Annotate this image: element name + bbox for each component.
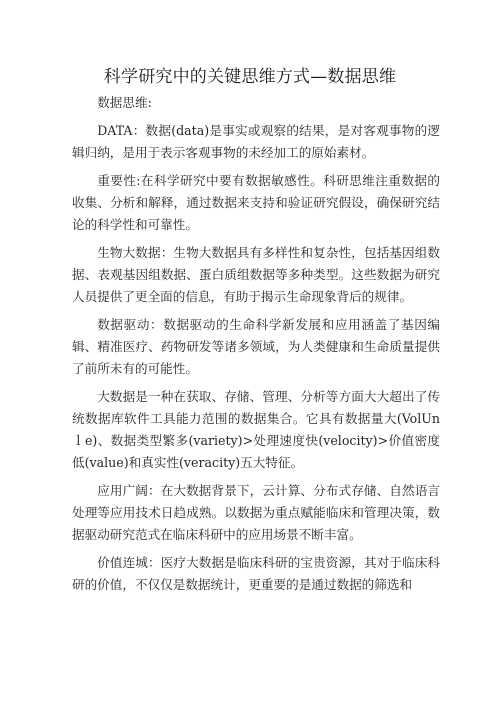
paragraph-importance: 重要性:在科学研究中要有数据敏感性。科研思维注重数据的收集、分析和解释，通过数据来支持和验证研究假设，确保研究结论的科学性和可靠性。: [72, 173, 440, 232]
paragraph-value: 价值连城：医疗大数据是临床科研的宝贵资源，其对于临床科研的价值，不仅仅是数据统计，更重要的是通过数据的筛选和: [72, 555, 440, 592]
document-body: [72, 92, 440, 602]
paragraph-data-definition: DATA：数据(data)是事实或观察的结果，是对客观事物的逻辑归纳，是用于表示客观事物的未经加工的原始素材。: [72, 123, 440, 160]
paragraph-biological-big-data: 生物大数据：生物大数据具有多样性和复杂性，包括基因组数据、表观基因组数据、蛋白质组数据等多种类型。这些数据为研究人员提供了更全面的信息，有助于揭示生命现象背后的规律。: [72, 245, 440, 304]
document-title: 科学研究中的关键思维方式—数据思维: [103, 67, 397, 87]
paragraph-big-data-features: 大数据是一种在获取、存储、管理、分析等方面大大超出了传统数据库软件工具能力范围的数据集合。它具有数据量大(VolUnｌe)、数据类型繁多(variety)>处理速度快(velocity)>价值密度低(value)和真实性(veracity)五大特征。: [72, 389, 440, 470]
paragraph-data-driven: 数据驱动：数据驱动的生命科学新发展和应用涵盖了基因编辑、精准医疗、药物研发等诸多领域，为人类健康和生命质量提供了前所未有的可能性。: [72, 317, 440, 376]
paragraph-data-thinking-heading: 数据思维:: [97, 95, 152, 110]
paragraph-broad-applications: 应用广阔：在大数据背景下，云计算、分布式存储、自然语言处理等应用技术日趋成熟。以数据为重点赋能临床和管理决策，数据驱动研究范式在临床科研中的应用场景不断丰富。: [72, 483, 440, 542]
